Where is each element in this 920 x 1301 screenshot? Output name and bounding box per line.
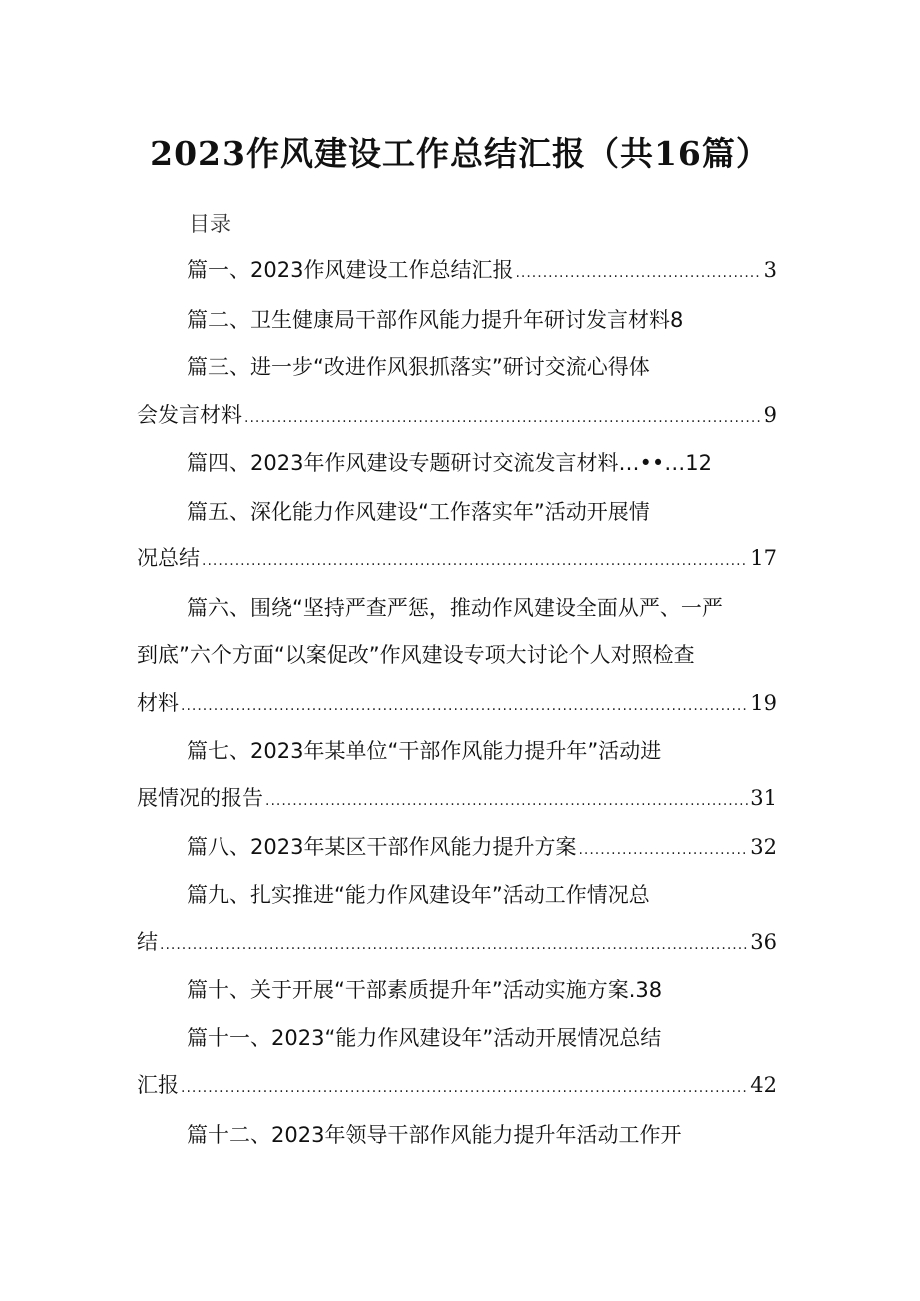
toc-entry-text: 况总结 xyxy=(137,546,200,570)
toc-entry-page: 31 xyxy=(750,786,777,810)
toc-entry-text: 篇十一、2023“能力作风建设年”活动开展情况总结 xyxy=(187,1026,662,1050)
toc-entry-text: 篇二、卫生健康局干部作风能力提升年研讨发言材料8 xyxy=(187,308,684,332)
toc-entry[interactable] xyxy=(187,255,777,285)
toc-entry-text: 篇四、2023年作风建设专题研讨交流发言材料…••…12 xyxy=(187,451,712,475)
toc-entry-text: 会发言材料 xyxy=(137,403,242,427)
toc-entry[interactable] xyxy=(187,736,661,766)
toc-entry-continuation[interactable] xyxy=(137,688,777,718)
toc-leader-dots xyxy=(181,691,748,721)
toc-entry-page: 36 xyxy=(750,930,777,954)
toc-entry[interactable] xyxy=(187,832,777,862)
toc-entry-text: 篇六、围绕“坚持严查严惩，推动作风建设全面从严、一严 xyxy=(187,596,723,620)
toc-entry-page: 3 xyxy=(763,258,777,282)
toc-entry-text: 篇三、进一步“改进作风狠抓落实”研讨交流心得体 xyxy=(187,355,650,379)
toc-entry-text: 篇一、2023作风建设工作总结汇报 xyxy=(187,258,514,282)
toc-entry-text: 篇八、2023年某区干部作风能力提升方案 xyxy=(187,835,577,859)
toc-entry-continuation[interactable] xyxy=(137,927,777,957)
toc-entry-continuation[interactable] xyxy=(137,543,777,573)
toc-entry-continuation[interactable] xyxy=(137,640,695,670)
toc-leader-dots xyxy=(244,403,762,433)
toc-entry[interactable] xyxy=(187,1023,661,1053)
toc-entry-page: 19 xyxy=(750,691,777,715)
toc-leader-dots xyxy=(515,258,761,288)
toc-entry[interactable] xyxy=(187,352,650,382)
toc-entry-text: 篇十、关于开展“干部素质提升年”活动实施方案.38 xyxy=(187,978,663,1002)
toc-entry[interactable] xyxy=(187,1120,681,1150)
toc-entry-text: 到底”六个方面“以案促改”作风建设专项大讨论个人对照检查 xyxy=(137,643,695,667)
toc-leader-dots xyxy=(202,546,748,576)
toc-leader-dots xyxy=(265,786,748,816)
toc-entry[interactable] xyxy=(187,448,712,478)
toc-heading: 目录 xyxy=(189,212,231,236)
toc-entry-page: 42 xyxy=(750,1073,777,1097)
toc-entry-text: 展情况的报告 xyxy=(137,786,263,810)
toc-entry-text: 汇报 xyxy=(137,1073,179,1097)
toc-entry-continuation[interactable] xyxy=(137,400,777,430)
toc-entry-page: 17 xyxy=(750,546,777,570)
toc-entry[interactable] xyxy=(187,880,650,910)
document-title: 2023作风建设工作总结汇报（共16篇） xyxy=(150,134,770,173)
toc-entry-text: 篇九、扎实推进“能力作风建设年”活动工作情况总 xyxy=(187,883,650,907)
toc-leader-dots xyxy=(578,835,748,865)
toc-entry-text: 结 xyxy=(137,930,158,954)
toc-entry-page: 32 xyxy=(750,835,777,859)
toc-entry[interactable] xyxy=(187,593,723,623)
toc-leader-dots xyxy=(160,930,748,960)
toc-entry-continuation[interactable] xyxy=(137,783,777,813)
toc-entry-text: 篇十二、2023年领导干部作风能力提升年活动工作开 xyxy=(187,1123,682,1147)
toc-entry-page: 9 xyxy=(763,403,777,427)
toc-entry-text: 篇五、深化能力作风建设“工作落实年”活动开展情 xyxy=(187,500,650,524)
toc-entry[interactable] xyxy=(187,305,683,335)
toc-entry-text: 材料 xyxy=(137,691,179,715)
toc-leader-dots xyxy=(181,1073,748,1103)
toc-entry-text: 篇七、2023年某单位“干部作风能力提升年”活动进 xyxy=(187,739,662,763)
toc-entry-continuation[interactable] xyxy=(137,1070,777,1100)
toc-entry[interactable] xyxy=(187,975,662,1005)
toc-entry[interactable] xyxy=(187,497,650,527)
